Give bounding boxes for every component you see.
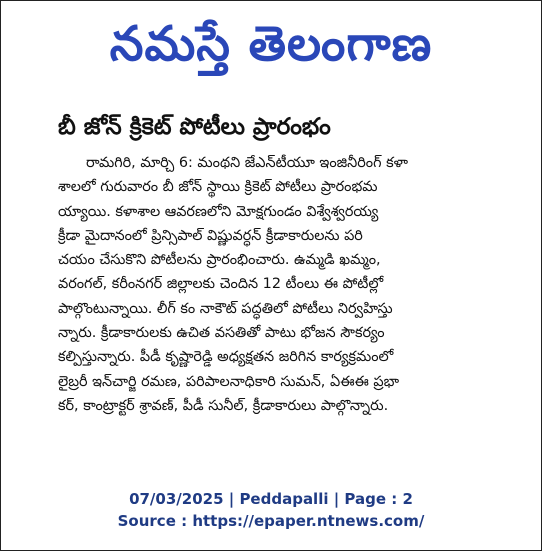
- article-line: కర్, కాంట్రాక్టర్ శ్రావణ్, పీడీ సునీల్, క్రీడాకారులు పాల్గొన్నారు.: [58, 397, 389, 414]
- article-line: క్రీడా మైదానంలో ప్రిన్సిపాల్ విష్ణువర్ధన్ క్రీడాకారులను పరి: [58, 227, 363, 244]
- article-line: వరంగల్, కరీంనగర్ జిల్లాలకు చెందిన 12 టీంలు ఈ పోటీల్లో: [58, 276, 384, 293]
- article-line: కల్పిస్తున్నారు. పీడీ కృష్ణారెడ్డి అధ్యక్షతన జరిగిన కార్యక్రమంలో: [58, 349, 394, 366]
- newspaper-masthead: నమస్తే తెలంగాణ: [109, 16, 433, 72]
- footer-meta: 07/03/2025 | Peddapalli | Page : 2: [129, 490, 413, 508]
- article-line: శాలలో గురువారం బీ జోన్ స్థాయి క్రికెట్ పోటీలు ప్రారంభమ: [58, 179, 378, 196]
- article-line: రామగిరి, మార్చి 6: మంథని జేఎన్‌టీయూ ఇంజినీరింగ్ కళా: [86, 155, 408, 171]
- article-headline: బీ జోన్ క్రికెట్ పోటీలు ప్రారంభం: [58, 114, 331, 140]
- footer-source: Source : https://epaper.ntnews.com/: [117, 512, 425, 530]
- article-line: య్యాయి. కళాశాల ఆవరణలోని మోక్షగుండం విశ్వేశ్వరయ్య: [58, 203, 379, 220]
- article-body: [58, 151, 486, 418]
- article-line: చయం చేసుకొని పోటీలను ప్రారంభించారు. ఉమ్మడి ఖమ్మం,: [58, 252, 381, 269]
- article-line: లైబ్రరీ ఇన్‌చార్జి రమణ, పరిపాలనాధికారి సుమన్, ఏఈఈ ప్రభా: [58, 373, 400, 390]
- clipping-footer: [1, 488, 541, 532]
- article-line: న్నారు. క్రీడాకారులకు ఉచిత వసతితో పాటు భోజన సౌకర్యం: [58, 325, 385, 342]
- article-line: పాల్గొంటున్నాయి. లీగ్ కం నాకౌట్ పద్ధతిలో పోటీలు నిర్వహిస్తు: [58, 300, 393, 317]
